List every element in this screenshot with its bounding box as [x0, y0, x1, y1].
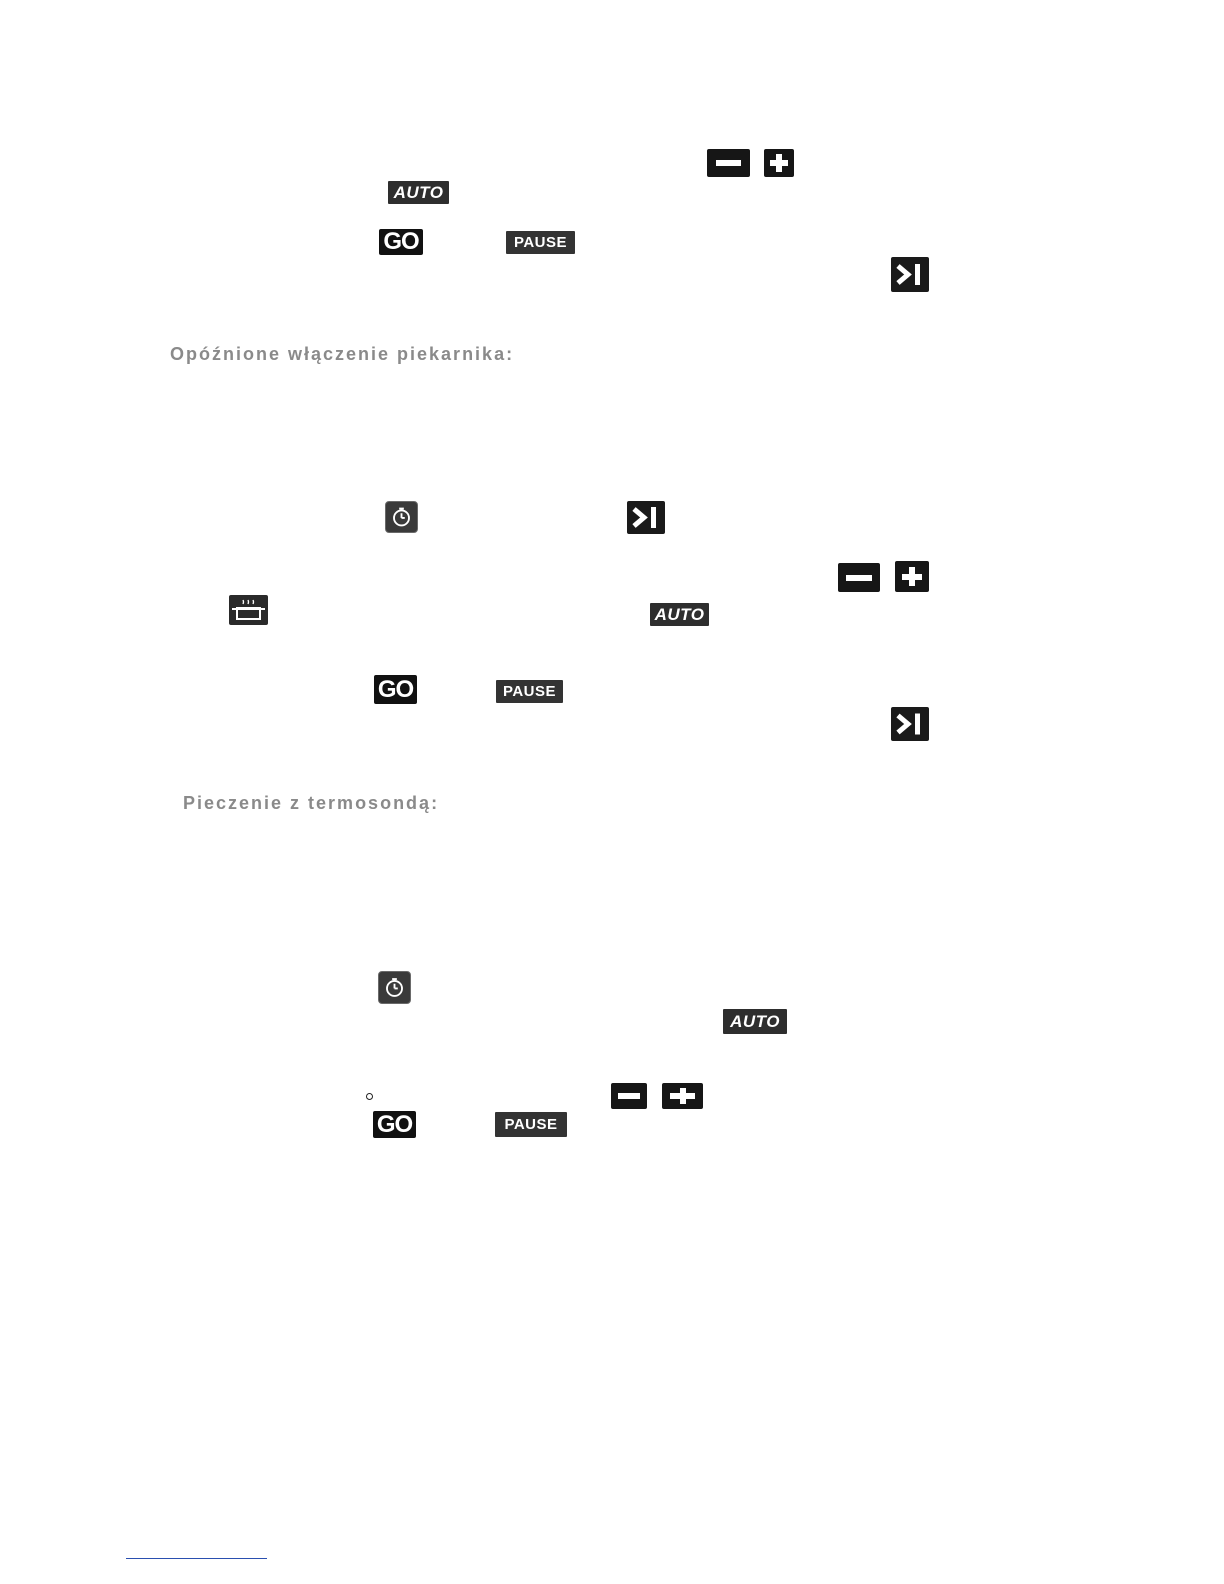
heading-probe-baking: Pieczenie z termosondą:: [183, 793, 440, 813]
plus-icon: [764, 149, 794, 177]
skip-forward-icon: [627, 501, 665, 534]
timer-icon: [378, 971, 411, 1004]
go-button-icon: GO: [374, 675, 417, 704]
timer-icon: [385, 501, 418, 533]
footnote-divider: [126, 1558, 267, 1559]
pause-button-icon: PAUSE: [495, 1112, 567, 1137]
heading-delayed-start: Opóźnione włączenie piekarnika:: [170, 344, 515, 364]
degree-symbol: [366, 1093, 373, 1100]
pause-button-icon: PAUSE: [496, 680, 563, 703]
plus-icon: [895, 561, 929, 592]
auto-button-icon: AUTO: [650, 603, 709, 626]
minus-icon: [838, 563, 880, 592]
auto-button-icon: AUTO: [388, 181, 449, 204]
minus-icon: [611, 1083, 647, 1109]
go-button-icon: GO: [373, 1111, 416, 1138]
auto-button-icon: AUTO: [723, 1009, 787, 1034]
skip-forward-icon: [891, 707, 929, 741]
plus-icon: [662, 1083, 703, 1109]
pause-button-icon: PAUSE: [506, 231, 575, 254]
oven-dish-icon: [229, 595, 268, 625]
skip-forward-icon: [891, 257, 929, 292]
go-button-icon: GO: [379, 229, 423, 255]
minus-icon: [707, 149, 750, 177]
